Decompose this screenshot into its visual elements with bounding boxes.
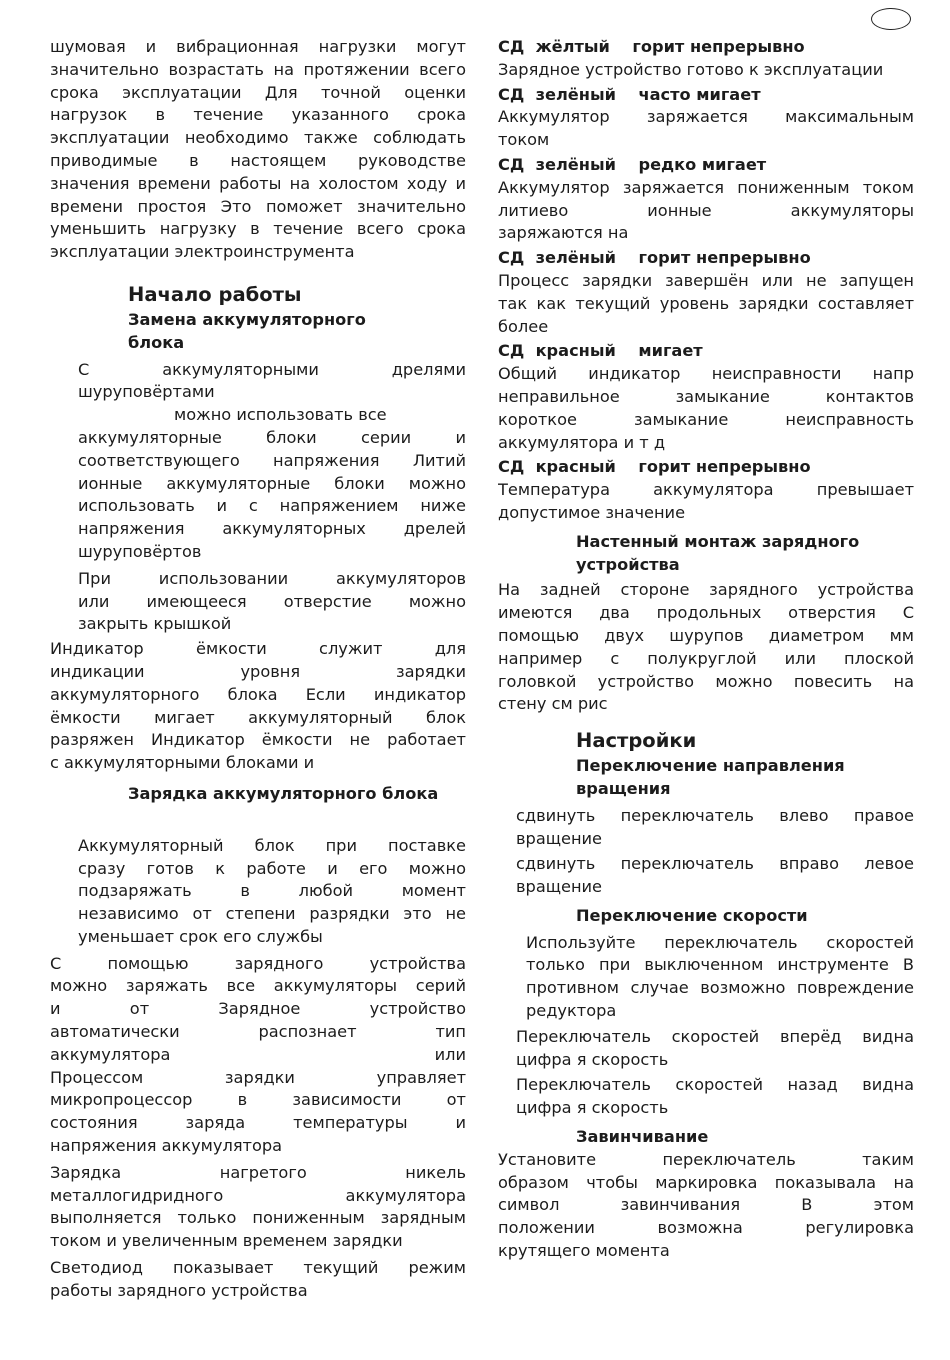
paragraph-line: Аккумулятор заряжается максимальным: [498, 107, 914, 127]
paragraph-line: заряжаются на: [498, 223, 629, 243]
led-status-heading: СД красный горит непрерывно: [498, 457, 811, 477]
heading-line: Завинчивание: [576, 1127, 709, 1147]
paragraph-line: крутящего момента: [498, 1241, 670, 1261]
paragraph: [498, 853, 914, 899]
paragraph: [498, 1149, 914, 1263]
paragraph-line: Светодиод показывает текущий режим: [50, 1258, 466, 1278]
paragraph-line: например с полукруглой или плоской: [498, 648, 914, 668]
paragraph: [498, 363, 914, 454]
paragraph-line: металлогидридного аккумулятора: [50, 1185, 466, 1205]
paragraph-line: аккумуляторные блоки серии и: [78, 427, 466, 447]
paragraph: [498, 106, 914, 152]
paragraph-line: Температура аккумулятора превышает: [498, 480, 914, 500]
heading-line: Настенный монтаж зарядного: [576, 531, 860, 551]
paragraph-line: С аккумуляторными дрелями: [78, 359, 466, 379]
paragraph-line: нагрузок в течение указанного срока: [50, 105, 466, 125]
paragraph: [498, 270, 914, 338]
paragraph: [50, 953, 466, 1158]
paragraph: [50, 36, 466, 264]
heading-line: Зарядка аккумуляторного блока: [128, 783, 439, 803]
paragraph-line: микропроцессор в зависимости от: [50, 1090, 466, 1110]
heading-line: вращения: [576, 778, 671, 798]
paragraph-line: ионные аккумуляторные блоки можно: [78, 473, 466, 493]
paragraph-line: С помощью зарядного устройства: [50, 953, 466, 973]
paragraph-line: уменьшить нагрузку в течение всего срока: [50, 219, 466, 239]
led-status-heading: СД жёлтый горит непрерывно: [498, 37, 805, 56]
paragraph-line: вращение: [516, 877, 603, 897]
paragraph-line: Общий индикатор неисправности напр: [498, 364, 914, 384]
paragraph: [50, 1162, 466, 1253]
paragraph-line: более: [498, 316, 549, 336]
paragraph-line: Аккумуляторный блок при поставке: [78, 835, 466, 855]
paragraph: [50, 835, 466, 949]
paragraph-line: допустимое значение: [498, 502, 686, 522]
subsection-heading: [498, 755, 914, 801]
paragraph-line: эксплуатации электроинструмента: [50, 242, 355, 262]
paragraph-line: помощью двух шурупов диаметром мм: [498, 625, 914, 645]
paragraph-line: Зарядка нагретого никель: [50, 1162, 466, 1182]
paragraph-line: времени простоя Это поможет значительно: [50, 196, 466, 216]
paragraph-line: уменьшает срок его службы: [78, 926, 323, 946]
paragraph-line: Установите переключатель таким: [498, 1149, 914, 1169]
paragraph-line: напряжения аккумулятора: [50, 1136, 283, 1156]
paragraph: [498, 579, 914, 716]
paragraph-line: Зарядное устройство готово к эксплуатации: [498, 59, 884, 79]
paragraph-line: током: [498, 130, 550, 150]
paragraph-line: Используйте переключатель скоростей: [526, 932, 914, 952]
heading-line: блока: [128, 332, 185, 352]
paragraph-line: вращение: [516, 828, 603, 848]
paragraph-line: ёмкости мигает аккумуляторный блок: [50, 707, 466, 727]
paragraph-line: Аккумулятор заряжается пониженным током: [498, 177, 914, 197]
paragraph-line: имеются два продольных отверстия С: [498, 603, 914, 623]
paragraph-line: значительно возрастать на протяжении всего: [50, 59, 466, 79]
paragraph-line: сдвинуть переключатель влево правое: [516, 805, 914, 825]
paragraph-line: короткое замыкание неисправность: [498, 409, 914, 429]
led-status-heading: СД зелёный горит непрерывно: [498, 248, 811, 268]
paragraph-line: закрыть крышкой: [78, 614, 232, 634]
paragraph-line: током и увеличенным временем зарядки: [50, 1231, 403, 1251]
subsection-heading: [498, 531, 914, 577]
paragraph-line: с аккумуляторными блоками и: [50, 753, 315, 773]
paragraph-line: аккумуляторного блока Если индикатор: [50, 684, 466, 704]
paragraph-line: цифра я скорость: [516, 1098, 669, 1118]
paragraph: [498, 1074, 914, 1120]
heading-line: Переключение скорости: [576, 905, 808, 925]
paragraph-line: редуктора: [526, 1001, 617, 1021]
paragraph-line: Процесс зарядки завершён или не запущен: [498, 270, 914, 290]
paragraph-line: так как текущий уровень зарядки составляет: [498, 293, 914, 313]
paragraph: [498, 59, 914, 82]
paragraph-line: индикации уровня зарядки: [50, 661, 466, 681]
paragraph-line: можно использовать все: [174, 405, 387, 425]
paragraph-line: шуруповёртами: [78, 382, 215, 402]
page-number-badge: [871, 8, 911, 30]
paragraph: [498, 1026, 914, 1072]
paragraph-line: Индикатор ёмкости служит для: [50, 639, 466, 659]
paragraph-line: или имеющееся отверстие можно: [78, 591, 466, 611]
paragraph: [498, 805, 914, 851]
paragraph: [498, 479, 914, 525]
subsection-heading: [50, 309, 466, 355]
paragraph-line: литиево ионные аккумуляторы: [498, 200, 914, 220]
section-heading: Начало работы: [128, 282, 302, 306]
paragraph-line: соответствующего напряжения Литий: [78, 450, 466, 470]
paragraph-line: подзаряжать в любой момент: [78, 881, 466, 901]
paragraph: [50, 638, 466, 775]
paragraph-line: символ завинчивания В этом: [498, 1195, 914, 1215]
paragraph: [50, 1257, 466, 1303]
paragraph-line: и от Зарядное устройство: [50, 999, 466, 1019]
paragraph: [50, 568, 466, 636]
right-column: [498, 36, 914, 1263]
paragraph-line: можно заряжать все аккумуляторы серий: [50, 976, 466, 996]
paragraph: [50, 359, 466, 405]
subsection-heading: [498, 905, 914, 928]
heading-line: Переключение направления: [576, 756, 845, 776]
paragraph-line: шуруповёртов: [78, 541, 202, 561]
led-status-heading: СД зелёный часто мигает: [498, 84, 761, 104]
paragraph: [498, 932, 914, 1023]
paragraph-line: При использовании аккумуляторов: [78, 568, 466, 588]
paragraph-line: использовать и с напряжением ниже: [78, 496, 466, 516]
paragraph-line: цифра я скорость: [516, 1049, 669, 1069]
subsection-heading: [50, 783, 466, 806]
paragraph-line: приводимые в настоящем руководстве: [50, 150, 466, 170]
led-status-heading: СД зелёный редко мигает: [498, 154, 767, 174]
paragraph-line: сдвинуть переключатель вправо левое: [516, 854, 914, 874]
paragraph-line: На задней стороне зарядного устройства: [498, 580, 914, 600]
paragraph-line: эксплуатации необходимо также соблюдать: [50, 128, 466, 148]
paragraph-line: противном случае возможно повреждение: [526, 978, 914, 998]
paragraph: [498, 177, 914, 245]
paragraph-line: стену см рис: [498, 694, 608, 714]
paragraph-line: положении возможна регулировка: [498, 1218, 914, 1238]
paragraph-line: автоматически распознает тип: [50, 1022, 466, 1042]
paragraph: [50, 404, 466, 427]
subsection-heading: [498, 1126, 914, 1149]
paragraph-line: образом чтобы маркировка показывала на: [498, 1172, 914, 1192]
left-column: [50, 36, 466, 1303]
section-heading: Настройки: [576, 729, 697, 753]
paragraph-line: Процессом зарядки управляет: [50, 1067, 466, 1087]
paragraph-line: разряжен Индикатор ёмкости не работает: [50, 730, 466, 750]
paragraph-line: головкой устройство можно повесить на: [498, 671, 914, 691]
heading-line: устройства: [576, 554, 680, 574]
paragraph-line: состояния заряда температуры и: [50, 1113, 466, 1133]
paragraph-line: срока эксплуатации Для точной оценки: [50, 82, 466, 102]
paragraph-line: независимо от степени разрядки это не: [78, 904, 466, 924]
paragraph-line: неправильное замыкание контактов: [498, 386, 914, 406]
paragraph: [50, 427, 466, 564]
heading-line: Замена аккумуляторного: [128, 309, 366, 329]
paragraph-line: шумовая и вибрационная нагрузки могут: [50, 37, 466, 56]
paragraph-line: Переключатель скоростей назад видна: [516, 1075, 914, 1095]
paragraph-line: работы зарядного устройства: [50, 1280, 308, 1300]
paragraph-line: аккумулятора или: [50, 1044, 466, 1064]
paragraph-line: значения времени работы на холостом ходу и: [50, 173, 466, 193]
paragraph-line: аккумулятора и т д: [498, 432, 666, 452]
paragraph-line: Переключатель скоростей вперёд видна: [516, 1026, 914, 1046]
paragraph-line: выполняется только пониженным зарядным: [50, 1208, 466, 1228]
paragraph-line: только при выключенном инструменте В: [526, 955, 914, 975]
led-status-heading: СД красный мигает: [498, 341, 703, 361]
paragraph-line: напряжения аккумуляторных дрелей: [78, 519, 466, 539]
paragraph-line: сразу готов к работе и его можно: [78, 858, 466, 878]
